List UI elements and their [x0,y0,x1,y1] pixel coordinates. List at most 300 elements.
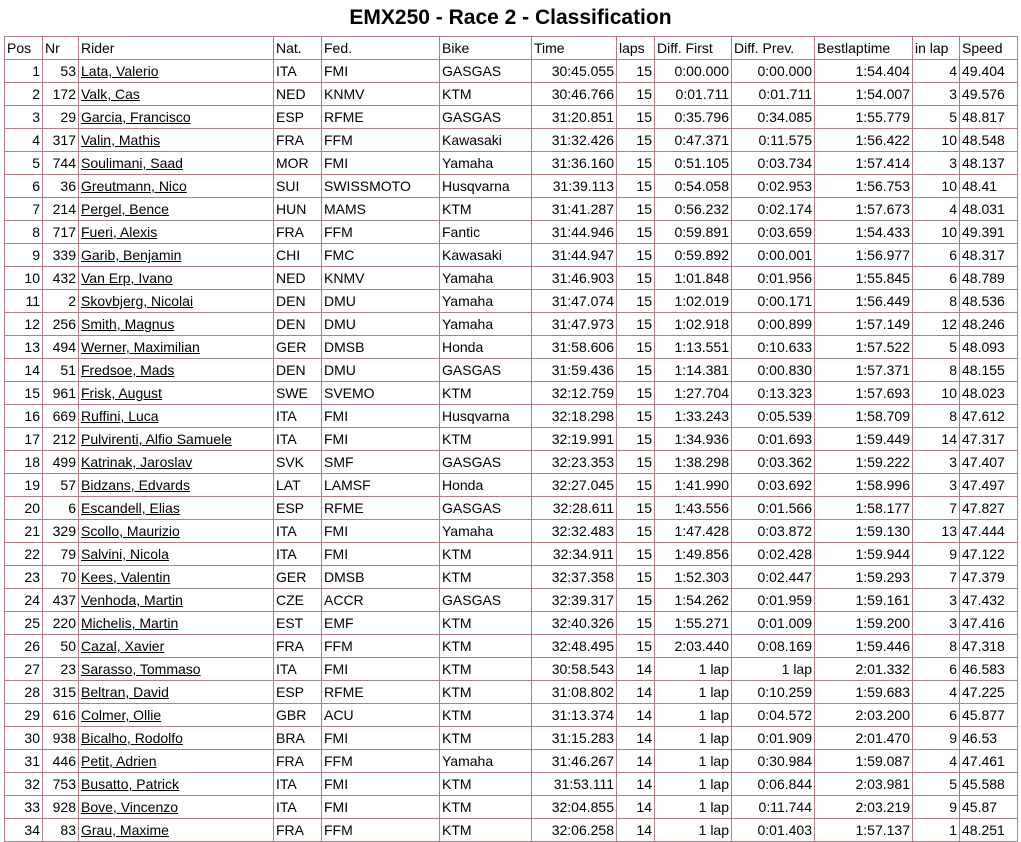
cell-diff-prev: 0:03.734 [732,152,815,175]
cell-laps: 15 [617,244,655,267]
cell-fed: EMF [322,612,440,635]
cell-nr: 53 [43,60,79,83]
col-header-diff-prev: Diff. Prev. [732,37,815,60]
cell-rider [79,704,274,727]
cell-bike: KTM [440,658,532,681]
cell-fed: FMI [322,796,440,819]
cell-fed: FMI [322,658,440,681]
cell-nr: 214 [43,198,79,221]
rider-link[interactable]: Van Erp, Ivano [81,270,173,286]
cell-in-lap: 8 [913,290,960,313]
cell-nat: ESP [274,681,322,704]
cell-bike: GASGAS [440,497,532,520]
col-header-bestlaptime: Bestlaptime [815,37,913,60]
cell-nat: CHI [274,244,322,267]
cell-rider [79,313,274,336]
cell-diff-prev: 0:30.984 [732,750,815,773]
cell-pos: 20 [5,497,43,520]
cell-diff-first: 1 lap [655,750,732,773]
cell-bestlaptime: 1:56.449 [815,290,913,313]
cell-time: 32:23.353 [532,451,617,474]
cell-pos: 14 [5,359,43,382]
cell-speed: 48.41 [960,175,1018,198]
table-row [5,129,1018,152]
cell-time: 32:40.326 [532,612,617,635]
cell-pos: 30 [5,727,43,750]
cell-time: 31:53.111 [532,773,617,796]
cell-bike: Yamaha [440,313,532,336]
cell-bestlaptime: 1:59.200 [815,612,913,635]
table-row [5,221,1018,244]
cell-pos: 16 [5,405,43,428]
cell-bike: Husqvarna [440,405,532,428]
cell-diff-prev: 0:03.872 [732,520,815,543]
cell-time: 32:34.911 [532,543,617,566]
cell-diff-prev: 0:03.362 [732,451,815,474]
cell-pos: 8 [5,221,43,244]
rider-link[interactable]: Venhoda, Martin [81,592,183,608]
cell-diff-prev: 0:04.572 [732,704,815,727]
rider-link[interactable]: Michelis, Martin [81,615,179,631]
cell-time: 30:45.055 [532,60,617,83]
cell-bike: Yamaha [440,267,532,290]
rider-link[interactable]: Valk, Cas [81,86,140,102]
cell-in-lap: 3 [913,451,960,474]
cell-rider [79,566,274,589]
cell-laps: 15 [617,175,655,198]
cell-rider [79,290,274,313]
cell-nat: EST [274,612,322,635]
cell-speed: 48.548 [960,129,1018,152]
rider-link[interactable]: Pulvirenti, Alfio Samuele [81,431,232,447]
cell-in-lap: 4 [913,750,960,773]
cell-bike: KTM [440,428,532,451]
cell-bestlaptime: 1:54.007 [815,83,913,106]
cell-diff-first: 1:43.556 [655,497,732,520]
cell-fed: FMI [322,60,440,83]
cell-nat: DEN [274,313,322,336]
cell-nat: NED [274,83,322,106]
cell-diff-first: 1 lap [655,796,732,819]
cell-pos: 17 [5,428,43,451]
cell-rider [79,589,274,612]
rider-link[interactable]: Busatto, Patrick [81,776,180,792]
cell-diff-first: 1 lap [655,704,732,727]
rider-link[interactable]: Garcia, Francisco [81,109,191,125]
cell-diff-first: 1:33.243 [655,405,732,428]
cell-in-lap: 6 [913,244,960,267]
rider-link[interactable]: Kees, Valentin [81,569,171,585]
cell-speed: 47.416 [960,612,1018,635]
cell-laps: 14 [617,773,655,796]
cell-bestlaptime: 1:57.693 [815,382,913,405]
cell-nr: 79 [43,543,79,566]
cell-fed: LAMSF [322,474,440,497]
cell-rider [79,336,274,359]
cell-in-lap: 3 [913,589,960,612]
cell-bestlaptime: 1:58.709 [815,405,913,428]
rider-link[interactable]: Katrinak, Jaroslav [81,454,193,470]
cell-in-lap: 6 [913,267,960,290]
rider-link[interactable]: Bicalho, Rodolfo [81,730,183,746]
cell-fed: FFM [322,221,440,244]
col-header-time: Time [532,37,617,60]
cell-laps: 15 [617,83,655,106]
cell-pos: 34 [5,819,43,842]
cell-in-lap: 8 [913,635,960,658]
cell-fed: FFM [322,819,440,842]
cell-diff-prev: 0:00.830 [732,359,815,382]
col-header-in-lap: in lap [913,37,960,60]
cell-bike: GASGAS [440,60,532,83]
cell-bestlaptime: 1:58.996 [815,474,913,497]
cell-pos: 1 [5,60,43,83]
cell-diff-prev: 0:01.403 [732,819,815,842]
cell-nr: 317 [43,129,79,152]
cell-laps: 15 [617,497,655,520]
cell-fed: FMI [322,520,440,543]
cell-bike: KTM [440,83,532,106]
cell-time: 32:18.298 [532,405,617,428]
cell-nr: 446 [43,750,79,773]
cell-bestlaptime: 1:56.422 [815,129,913,152]
rider-link[interactable]: Valin, Mathis [81,132,161,148]
rider-link[interactable]: Frisk, August [81,385,162,401]
table-row [5,704,1018,727]
cell-rider [79,129,274,152]
cell-bike: KTM [440,819,532,842]
rider-link[interactable]: Escandell, Elias [81,500,180,516]
cell-pos: 19 [5,474,43,497]
cell-speed: 48.251 [960,819,1018,842]
table-row [5,819,1018,842]
cell-in-lap: 3 [913,612,960,635]
cell-nat: FRA [274,635,322,658]
cell-nat: ESP [274,106,322,129]
cell-time: 32:48.495 [532,635,617,658]
cell-bike: KTM [440,612,532,635]
cell-bike: KTM [440,796,532,819]
cell-diff-first: 1:14.381 [655,359,732,382]
cell-time: 32:19.991 [532,428,617,451]
cell-nat: ITA [274,658,322,681]
cell-bestlaptime: 1:59.449 [815,428,913,451]
table-row [5,635,1018,658]
table-row [5,773,1018,796]
cell-diff-first: 2:03.440 [655,635,732,658]
cell-fed: KNMV [322,83,440,106]
cell-pos: 33 [5,796,43,819]
cell-fed: FMI [322,152,440,175]
cell-speed: 45.877 [960,704,1018,727]
cell-nr: 50 [43,635,79,658]
cell-pos: 32 [5,773,43,796]
cell-bike: GASGAS [440,589,532,612]
cell-speed: 47.827 [960,497,1018,520]
cell-laps: 14 [617,819,655,842]
cell-bike: Yamaha [440,290,532,313]
cell-speed: 48.536 [960,290,1018,313]
cell-in-lap: 9 [913,796,960,819]
cell-diff-first: 1:49.856 [655,543,732,566]
rider-link[interactable]: Petit, Adrien [81,753,157,769]
cell-pos: 6 [5,175,43,198]
cell-diff-first: 1:01.848 [655,267,732,290]
cell-nat: SWE [274,382,322,405]
cell-laps: 15 [617,520,655,543]
cell-speed: 45.87 [960,796,1018,819]
cell-nat: FRA [274,221,322,244]
rider-link[interactable]: Grau, Maxime [81,822,169,838]
table-row [5,244,1018,267]
cell-bike: Yamaha [440,750,532,773]
cell-pos: 31 [5,750,43,773]
cell-pos: 9 [5,244,43,267]
cell-speed: 47.497 [960,474,1018,497]
rider-link[interactable]: Skovbjerg, Nicolai [81,293,194,309]
col-header-nat: Nat. [274,37,322,60]
cell-rider [79,635,274,658]
cell-nr: 23 [43,658,79,681]
cell-diff-prev: 0:01.711 [732,83,815,106]
cell-rider [79,83,274,106]
cell-bestlaptime: 1:59.683 [815,681,913,704]
cell-nat: CZE [274,589,322,612]
cell-in-lap: 7 [913,566,960,589]
table-row [5,83,1018,106]
table-row [5,474,1018,497]
cell-diff-first: 0:00.000 [655,60,732,83]
cell-rider [79,267,274,290]
cell-laps: 15 [617,474,655,497]
cell-rider [79,727,274,750]
table-row [5,543,1018,566]
rider-link[interactable]: Ruffini, Luca [81,408,159,424]
cell-laps: 14 [617,681,655,704]
table-row [5,497,1018,520]
rider-link[interactable]: Bove, Vincenzo [81,799,179,815]
cell-diff-prev: 0:11.744 [732,796,815,819]
cell-speed: 49.404 [960,60,1018,83]
cell-in-lap: 3 [913,152,960,175]
cell-nat: ITA [274,796,322,819]
cell-diff-prev: 0:00.000 [732,60,815,83]
cell-in-lap: 5 [913,773,960,796]
rider-link[interactable]: Salvini, Nicola [81,546,169,562]
table-row [5,566,1018,589]
cell-time: 32:12.759 [532,382,617,405]
cell-time: 32:27.045 [532,474,617,497]
cell-rider [79,474,274,497]
cell-rider [79,658,274,681]
rider-link[interactable]: Greutmann, Nico [81,178,187,194]
cell-diff-first: 1:52.303 [655,566,732,589]
cell-speed: 47.379 [960,566,1018,589]
cell-nat: FRA [274,129,322,152]
cell-nat: MOR [274,152,322,175]
cell-fed: ACU [322,704,440,727]
cell-diff-first: 1:34.936 [655,428,732,451]
cell-in-lap: 9 [913,727,960,750]
cell-diff-first: 0:54.058 [655,175,732,198]
cell-pos: 15 [5,382,43,405]
cell-nr: 315 [43,681,79,704]
cell-pos: 3 [5,106,43,129]
cell-bestlaptime: 1:59.446 [815,635,913,658]
cell-laps: 15 [617,106,655,129]
cell-diff-prev: 0:01.956 [732,267,815,290]
cell-nr: 57 [43,474,79,497]
cell-in-lap: 9 [913,543,960,566]
cell-bike: GASGAS [440,359,532,382]
cell-diff-first: 1:41.990 [655,474,732,497]
cell-rider [79,819,274,842]
cell-bestlaptime: 1:55.845 [815,267,913,290]
cell-rider [79,451,274,474]
table-row [5,313,1018,336]
cell-nat: LAT [274,474,322,497]
cell-diff-prev: 0:00.899 [732,313,815,336]
cell-diff-prev: 0:03.692 [732,474,815,497]
cell-speed: 47.122 [960,543,1018,566]
cell-time: 30:58.543 [532,658,617,681]
cell-speed: 46.53 [960,727,1018,750]
cell-pos: 12 [5,313,43,336]
cell-diff-prev: 0:02.953 [732,175,815,198]
cell-bestlaptime: 1:55.779 [815,106,913,129]
cell-diff-first: 1:13.551 [655,336,732,359]
cell-pos: 21 [5,520,43,543]
cell-nr: 220 [43,612,79,635]
cell-time: 31:47.973 [532,313,617,336]
rider-link[interactable]: Scollo, Maurizio [81,523,180,539]
rider-link[interactable]: Bidzans, Edvards [81,477,190,493]
cell-pos: 13 [5,336,43,359]
cell-laps: 14 [617,704,655,727]
cell-diff-prev: 0:06.844 [732,773,815,796]
cell-rider [79,152,274,175]
cell-bike: GASGAS [440,451,532,474]
cell-in-lap: 7 [913,497,960,520]
cell-pos: 29 [5,704,43,727]
rider-link[interactable]: Werner, Maximilian [81,339,200,355]
cell-bestlaptime: 1:59.087 [815,750,913,773]
cell-rider [79,106,274,129]
table-row [5,359,1018,382]
cell-laps: 15 [617,336,655,359]
cell-bestlaptime: 1:59.161 [815,589,913,612]
cell-fed: DMSB [322,336,440,359]
col-header-laps: laps [617,37,655,60]
col-header-diff-first: Diff. First [655,37,732,60]
cell-bestlaptime: 1:57.522 [815,336,913,359]
cell-rider [79,497,274,520]
cell-speed: 48.023 [960,382,1018,405]
cell-time: 31:47.074 [532,290,617,313]
cell-rider [79,221,274,244]
rider-link[interactable]: Lata, Valerio [81,63,159,79]
cell-nat: ITA [274,520,322,543]
cell-laps: 15 [617,451,655,474]
cell-nr: 753 [43,773,79,796]
cell-nr: 961 [43,382,79,405]
rider-link[interactable]: Soulimani, Saad [81,155,183,171]
cell-nr: 36 [43,175,79,198]
cell-time: 31:44.947 [532,244,617,267]
cell-time: 32:06.258 [532,819,617,842]
cell-laps: 15 [617,152,655,175]
cell-nat: DEN [274,290,322,313]
cell-bike: KTM [440,681,532,704]
cell-bike: KTM [440,543,532,566]
table-row [5,60,1018,83]
cell-diff-prev: 0:08.169 [732,635,815,658]
cell-fed: FMI [322,428,440,451]
cell-laps: 15 [617,589,655,612]
cell-laps: 15 [617,566,655,589]
cell-nr: 29 [43,106,79,129]
cell-nr: 717 [43,221,79,244]
rider-link[interactable]: Garib, Benjamin [81,247,182,263]
cell-nr: 499 [43,451,79,474]
cell-pos: 2 [5,83,43,106]
table-row [5,612,1018,635]
cell-in-lap: 3 [913,474,960,497]
cell-rider [79,750,274,773]
cell-nr: 339 [43,244,79,267]
rider-link[interactable]: Sarasso, Tommaso [81,661,201,677]
cell-speed: 47.612 [960,405,1018,428]
cell-time: 31:46.903 [532,267,617,290]
cell-in-lap: 1 [913,819,960,842]
cell-bestlaptime: 1:59.944 [815,543,913,566]
cell-laps: 14 [617,658,655,681]
cell-bestlaptime: 1:57.673 [815,198,913,221]
cell-nat: ITA [274,543,322,566]
cell-laps: 15 [617,543,655,566]
cell-in-lap: 4 [913,681,960,704]
rider-link[interactable]: Fredsoe, Mads [81,362,175,378]
cell-diff-prev: 0:03.659 [732,221,815,244]
rider-link[interactable]: Pergel, Bence [81,201,169,217]
cell-laps: 15 [617,60,655,83]
cell-bestlaptime: 1:58.177 [815,497,913,520]
rider-link[interactable]: Fueri, Alexis [81,224,158,240]
rider-link[interactable]: Smith, Magnus [81,316,175,332]
cell-bestlaptime: 1:54.433 [815,221,913,244]
cell-speed: 48.155 [960,359,1018,382]
table-row [5,681,1018,704]
cell-pos: 18 [5,451,43,474]
cell-diff-prev: 0:10.633 [732,336,815,359]
table-row [5,290,1018,313]
cell-diff-prev: 0:01.566 [732,497,815,520]
rider-link[interactable]: Beltran, David [81,684,169,700]
cell-nat: DEN [274,359,322,382]
cell-diff-first: 0:59.891 [655,221,732,244]
cell-diff-first: 1:55.271 [655,612,732,635]
rider-link[interactable]: Cazal, Xavier [81,638,165,654]
rider-link[interactable]: Colmer, Ollie [81,707,162,723]
cell-speed: 47.317 [960,428,1018,451]
cell-time: 32:39.317 [532,589,617,612]
cell-fed: RFME [322,497,440,520]
table-row [5,198,1018,221]
cell-fed: SVEMO [322,382,440,405]
cell-in-lap: 4 [913,198,960,221]
cell-nat: NED [274,267,322,290]
cell-fed: FFM [322,129,440,152]
